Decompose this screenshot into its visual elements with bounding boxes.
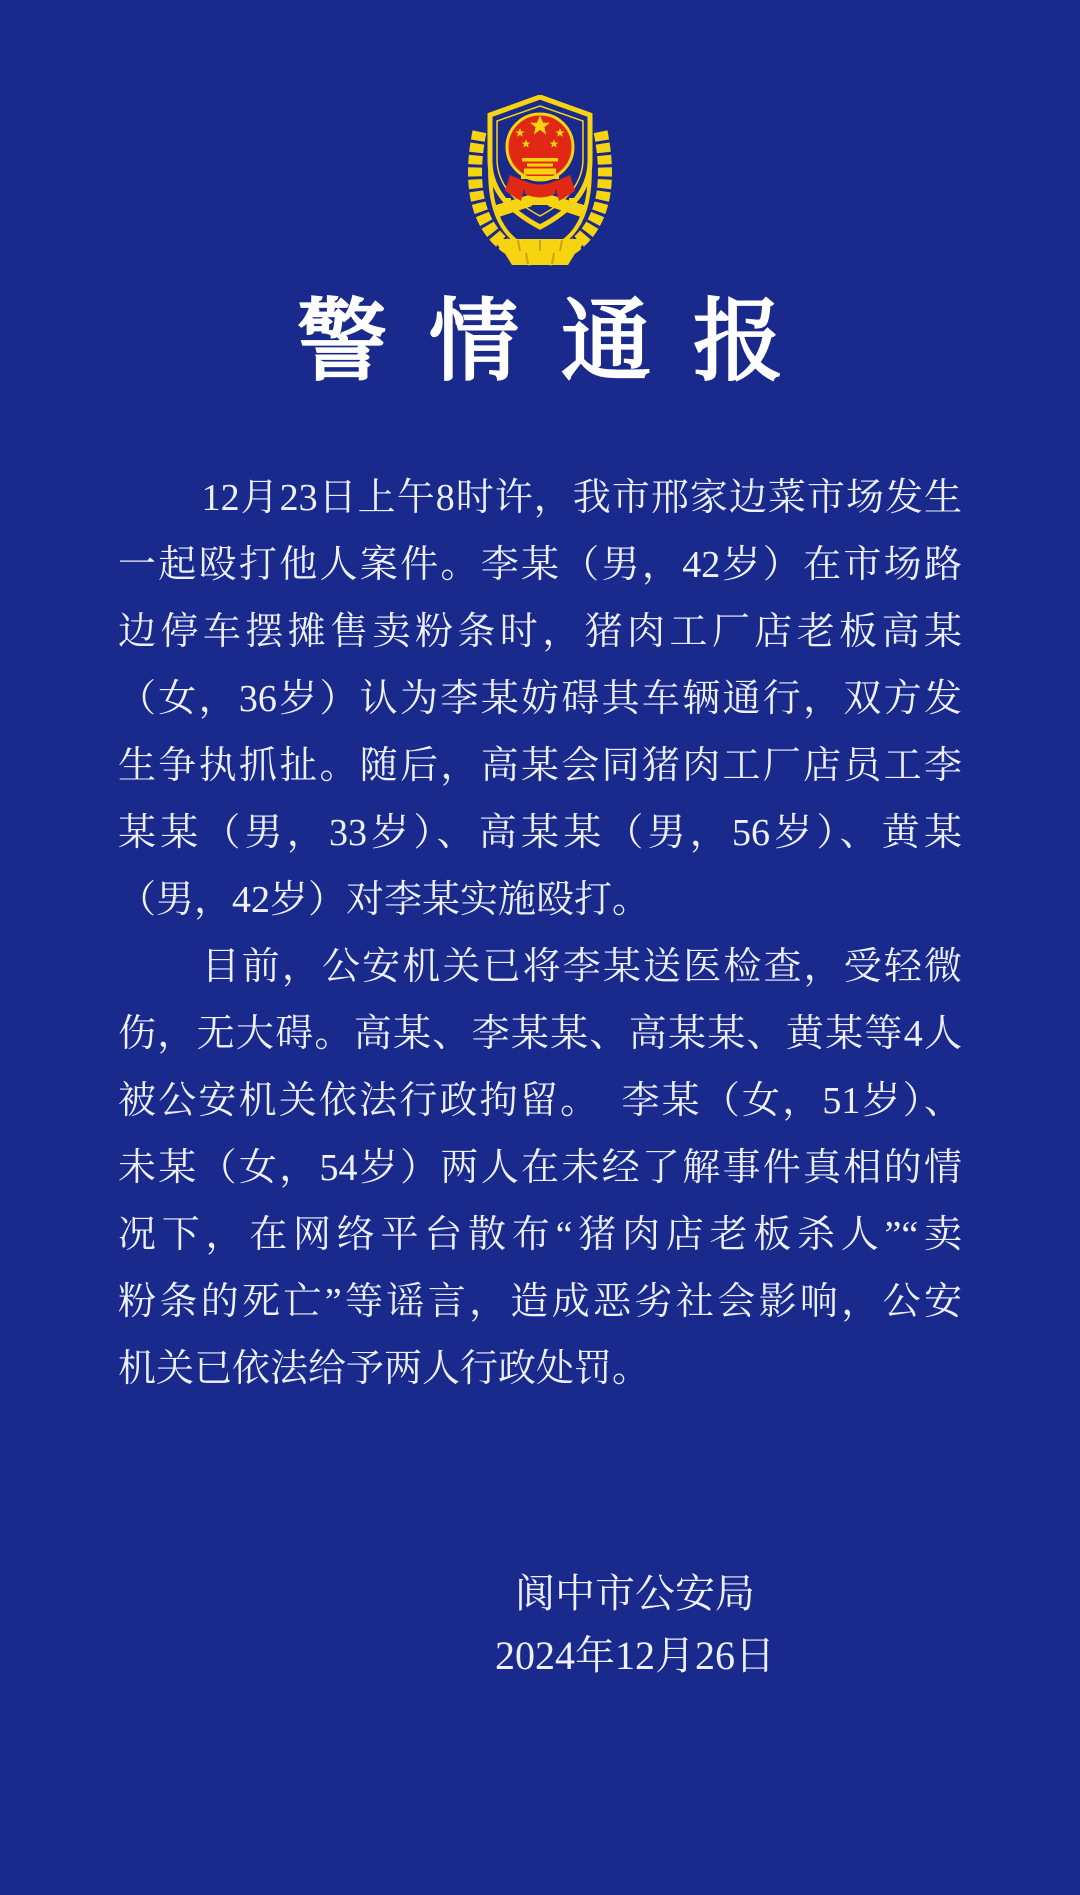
- notice-footer: [213, 1563, 1057, 1687]
- body-line: 被公安机关依法行政拘留。 李某（女，51岁）、: [118, 1080, 962, 1122]
- national-emblem: [507, 114, 573, 180]
- footer-date: 2024年12月26日: [495, 1633, 775, 1678]
- body-line: 粉条的死亡”等谣言，造成恶劣社会影响，公安: [118, 1281, 962, 1323]
- body-line: 况下，在网络平台散布“猪肉店老板杀人”“卖: [118, 1214, 962, 1256]
- footer-agency: 阆中市公安局: [515, 1571, 755, 1616]
- police-notice-page: [0, 95, 1080, 1895]
- body-line: （女，36岁）认为李某妨碍其车辆通行，双方发: [118, 678, 962, 720]
- police-badge-icon: [460, 95, 620, 267]
- body-line: 边停车摆摊售卖粉条时，猪肉工厂店老板高某: [118, 611, 962, 653]
- body-line: 12月23日上午8时许，我市邢家边菜市场发生: [201, 477, 962, 519]
- notice-title: 警情通报: [297, 293, 825, 392]
- body-line: 伤，无大碍。高某、李某某、高某某、黄某等4人: [118, 1013, 962, 1055]
- body-line: 一起殴打他人案件。李某（男，42岁）在市场路: [118, 544, 962, 586]
- body-line: 某某（男，33岁）、高某某（男，56岁）、黄某: [118, 812, 962, 854]
- body-line: （男，42岁）对李某实施殴打。: [118, 879, 651, 921]
- body-line: 目前，公安机关已将李某送医检查，受轻微: [201, 946, 962, 988]
- notice-body: [118, 465, 962, 1403]
- body-line: 未某（女，54岁）两人在未经了解事件真相的情: [118, 1147, 962, 1189]
- body-line: 机关已依法给予两人行政处罚。: [118, 1348, 651, 1390]
- body-line: 生争执抓扯。随后，高某会同猪肉工厂店员工李: [118, 745, 962, 787]
